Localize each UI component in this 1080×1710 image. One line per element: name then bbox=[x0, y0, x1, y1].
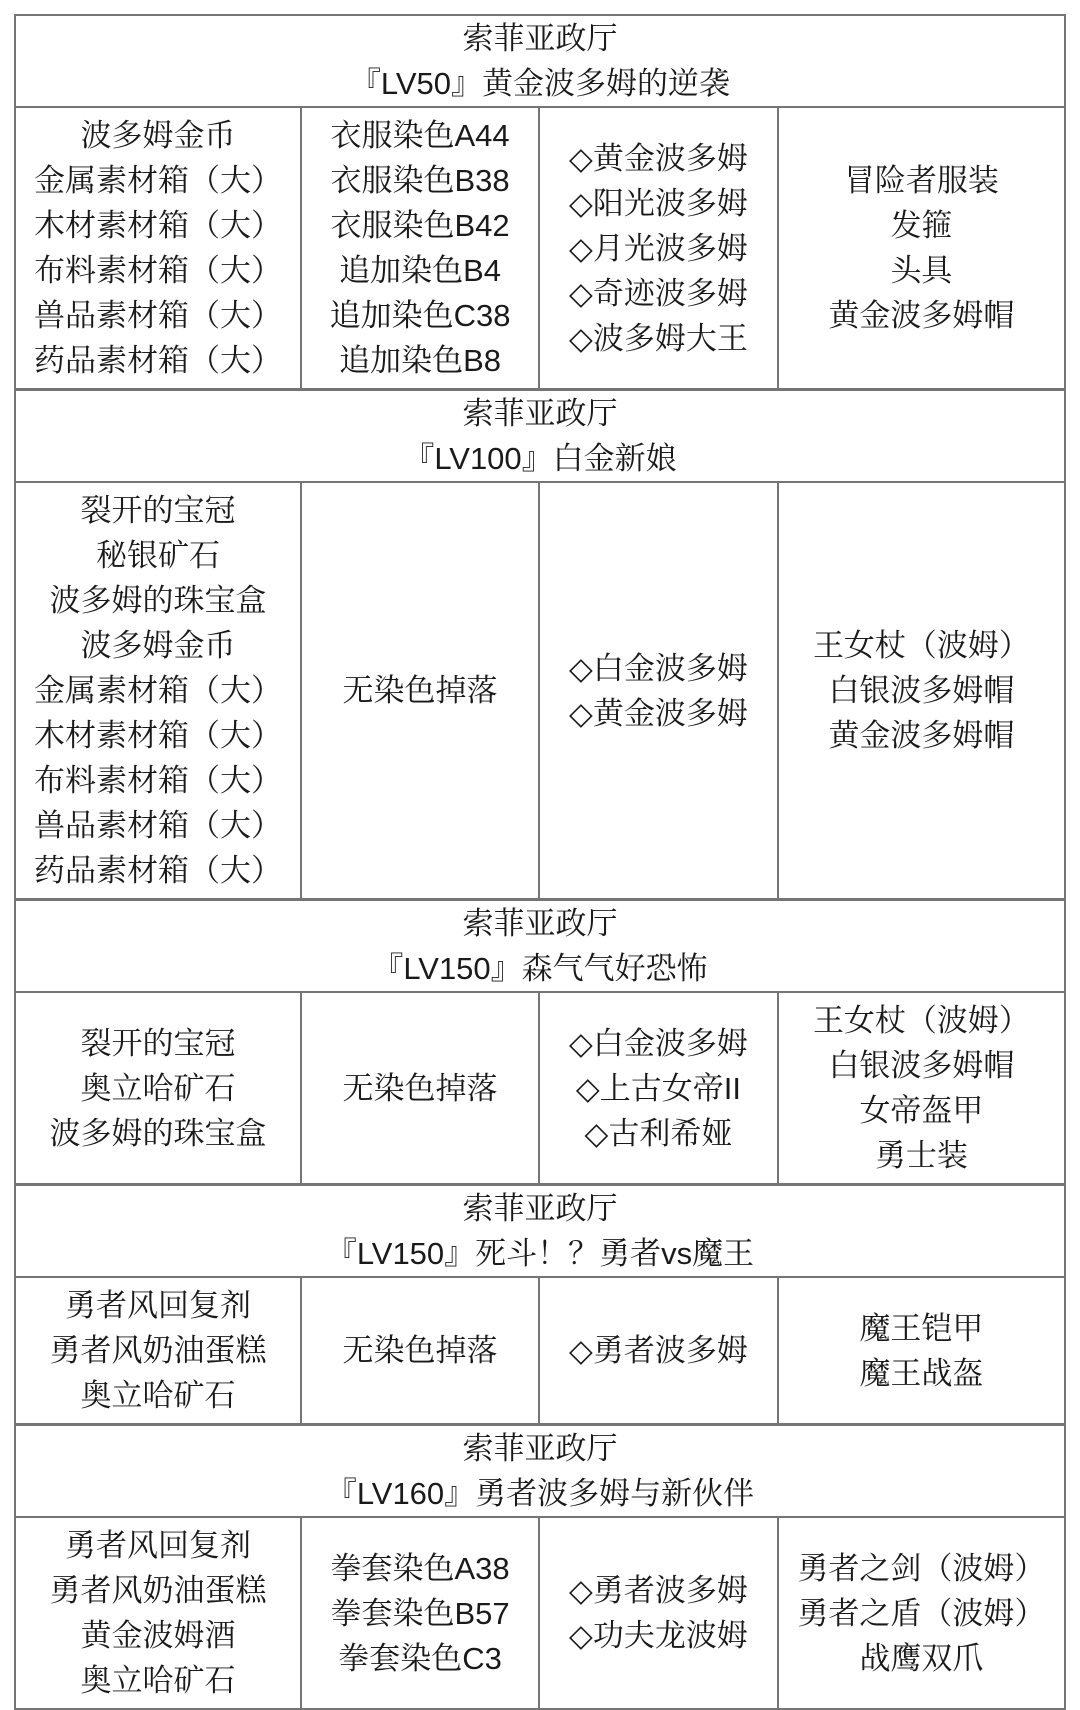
item-name: 裂开的宝冠 bbox=[80, 1025, 236, 1061]
quest-name: 『LV100』白金新娘 bbox=[403, 441, 677, 476]
monster-name: ◇波多姆大王 bbox=[569, 320, 748, 356]
equipment-cell bbox=[779, 1278, 1064, 1423]
venue-name: 索菲亚政厅 bbox=[462, 396, 618, 431]
item-name: 波多姆金币 bbox=[80, 628, 236, 663]
gear-name: 魔王铠甲 bbox=[859, 1310, 984, 1346]
monster-name: ◇古利希娅 bbox=[584, 1115, 733, 1151]
dye-name: 衣服染色B42 bbox=[330, 208, 510, 243]
gear-name: 冒险者服装 bbox=[843, 163, 999, 198]
dye-name: 拳套染色A38 bbox=[330, 1550, 510, 1586]
gear-name: 白银波多姆帽 bbox=[828, 1048, 1015, 1083]
monster-name: ◇黄金波多姆 bbox=[569, 695, 748, 731]
item-name: 金属素材箱（大） bbox=[34, 673, 283, 708]
item-name: 裂开的宝冠 bbox=[80, 493, 236, 528]
gear-name: 女帝盔甲 bbox=[859, 1093, 984, 1128]
monsters-cell bbox=[540, 1278, 779, 1423]
dye-drops-cell bbox=[302, 483, 540, 898]
quest-row bbox=[16, 1278, 1064, 1423]
venue-name: 索菲亚政厅 bbox=[462, 21, 618, 56]
monsters-cell bbox=[540, 1518, 779, 1708]
equipment-cell bbox=[779, 108, 1064, 388]
drop-items-cell bbox=[16, 483, 302, 898]
item-name: 奥立哈矿石 bbox=[80, 1663, 236, 1698]
monster-name: ◇奇迹波多姆 bbox=[569, 275, 748, 311]
monster-name: ◇勇者波多姆 bbox=[569, 1573, 748, 1608]
dye-name: 追加染色B4 bbox=[339, 253, 501, 288]
quest-name: 『LV150』森气气好恐怖 bbox=[372, 951, 708, 986]
gear-name: 黄金波多姆帽 bbox=[828, 718, 1015, 753]
gear-name: 王女杖（波姆） bbox=[812, 628, 1030, 663]
gear-name: 战鹰双爪 bbox=[859, 1640, 984, 1676]
item-name: 木材素材箱（大） bbox=[34, 208, 283, 243]
item-name: 勇者风奶油蛋糕 bbox=[49, 1333, 267, 1368]
gear-name: 勇士装 bbox=[874, 1138, 968, 1173]
dye-name: 无染色掉落 bbox=[342, 673, 498, 708]
equipment-cell bbox=[779, 1518, 1064, 1708]
quest-table bbox=[14, 14, 1066, 1710]
gear-name: 黄金波多姆帽 bbox=[828, 298, 1015, 333]
monster-name: ◇黄金波多姆 bbox=[569, 140, 748, 176]
monster-name: ◇上古女帝II bbox=[575, 1070, 741, 1106]
dye-drops-cell bbox=[302, 1278, 540, 1423]
quest-header bbox=[16, 901, 1064, 993]
item-name: 奥立哈矿石 bbox=[80, 1070, 236, 1106]
equipment-cell bbox=[779, 483, 1064, 898]
item-name: 布料素材箱（大） bbox=[34, 763, 283, 798]
dye-name: 拳套染色C3 bbox=[338, 1640, 502, 1676]
item-name: 黄金波姆酒 bbox=[80, 1618, 236, 1653]
quest-name: 『LV150』死斗！？勇者vs魔王 bbox=[325, 1236, 755, 1271]
drop-items-cell bbox=[16, 108, 302, 388]
quest-header bbox=[16, 391, 1064, 483]
item-name: 药品素材箱（大） bbox=[34, 853, 283, 888]
monster-name: ◇白金波多姆 bbox=[569, 650, 748, 686]
drop-items-cell bbox=[16, 1278, 302, 1423]
dye-name: 衣服染色A44 bbox=[330, 118, 510, 153]
item-name: 奥立哈矿石 bbox=[80, 1378, 236, 1413]
item-name: 勇者风回复剂 bbox=[65, 1288, 252, 1323]
gear-name: 头具 bbox=[890, 253, 953, 288]
monster-name: ◇功夫龙波姆 bbox=[569, 1618, 748, 1653]
monsters-cell bbox=[540, 993, 779, 1183]
monsters-cell bbox=[540, 108, 779, 388]
quest-row bbox=[16, 108, 1064, 388]
gear-name: 发箍 bbox=[890, 208, 953, 243]
item-name: 布料素材箱（大） bbox=[34, 253, 283, 288]
dye-name: 无染色掉落 bbox=[342, 1070, 498, 1106]
item-name: 兽品素材箱（大） bbox=[34, 808, 283, 843]
venue-name: 索菲亚政厅 bbox=[462, 1431, 618, 1466]
item-name: 勇者风回复剂 bbox=[65, 1528, 252, 1563]
item-name: 药品素材箱（大） bbox=[34, 343, 283, 378]
dye-name: 拳套染色B57 bbox=[330, 1595, 510, 1631]
venue-name: 索菲亚政厅 bbox=[462, 1191, 618, 1226]
item-name: 勇者风奶油蛋糕 bbox=[49, 1573, 267, 1608]
quest-section bbox=[16, 16, 1064, 391]
quest-name: 『LV160』勇者波多姆与新伙伴 bbox=[325, 1476, 755, 1511]
item-name: 波多姆的珠宝盒 bbox=[49, 583, 267, 618]
gear-name: 魔王战盔 bbox=[859, 1355, 984, 1391]
dye-name: 衣服染色B38 bbox=[330, 163, 510, 198]
dye-drops-cell bbox=[302, 108, 540, 388]
quest-header bbox=[16, 1426, 1064, 1518]
drop-items-cell bbox=[16, 993, 302, 1183]
gear-name: 勇者之剑（波姆） bbox=[797, 1550, 1046, 1586]
quest-section bbox=[16, 1426, 1064, 1708]
dye-drops-cell bbox=[302, 993, 540, 1183]
dye-name: 无染色掉落 bbox=[342, 1333, 498, 1368]
drop-items-cell bbox=[16, 1518, 302, 1708]
item-name: 兽品素材箱（大） bbox=[34, 298, 283, 333]
quest-name: 『LV50』黄金波多姆的逆袭 bbox=[349, 66, 731, 101]
item-name: 木材素材箱（大） bbox=[34, 718, 283, 753]
gear-name: 勇者之盾（波姆） bbox=[797, 1595, 1046, 1631]
item-name: 波多姆的珠宝盒 bbox=[49, 1115, 267, 1151]
quest-header bbox=[16, 1186, 1064, 1278]
dye-drops-cell bbox=[302, 1518, 540, 1708]
item-name: 金属素材箱（大） bbox=[34, 163, 283, 198]
quest-row bbox=[16, 993, 1064, 1183]
monsters-cell bbox=[540, 483, 779, 898]
dye-name: 追加染色C38 bbox=[329, 298, 511, 333]
monster-name: ◇勇者波多姆 bbox=[569, 1333, 748, 1368]
dye-name: 追加染色B8 bbox=[339, 343, 501, 378]
monster-name: ◇月光波多姆 bbox=[569, 230, 748, 266]
quest-header bbox=[16, 16, 1064, 108]
quest-row bbox=[16, 483, 1064, 898]
item-name: 秘银矿石 bbox=[96, 538, 221, 573]
monster-name: ◇白金波多姆 bbox=[569, 1025, 748, 1061]
quest-row bbox=[16, 1518, 1064, 1708]
monster-name: ◇阳光波多姆 bbox=[569, 185, 748, 221]
gear-name: 白银波多姆帽 bbox=[828, 673, 1015, 708]
quest-section bbox=[16, 901, 1064, 1186]
quest-section bbox=[16, 1186, 1064, 1426]
quest-section bbox=[16, 391, 1064, 901]
gear-name: 王女杖（波姆） bbox=[812, 1003, 1030, 1038]
item-name: 波多姆金币 bbox=[80, 118, 236, 153]
equipment-cell bbox=[779, 993, 1064, 1183]
venue-name: 索菲亚政厅 bbox=[462, 906, 618, 941]
